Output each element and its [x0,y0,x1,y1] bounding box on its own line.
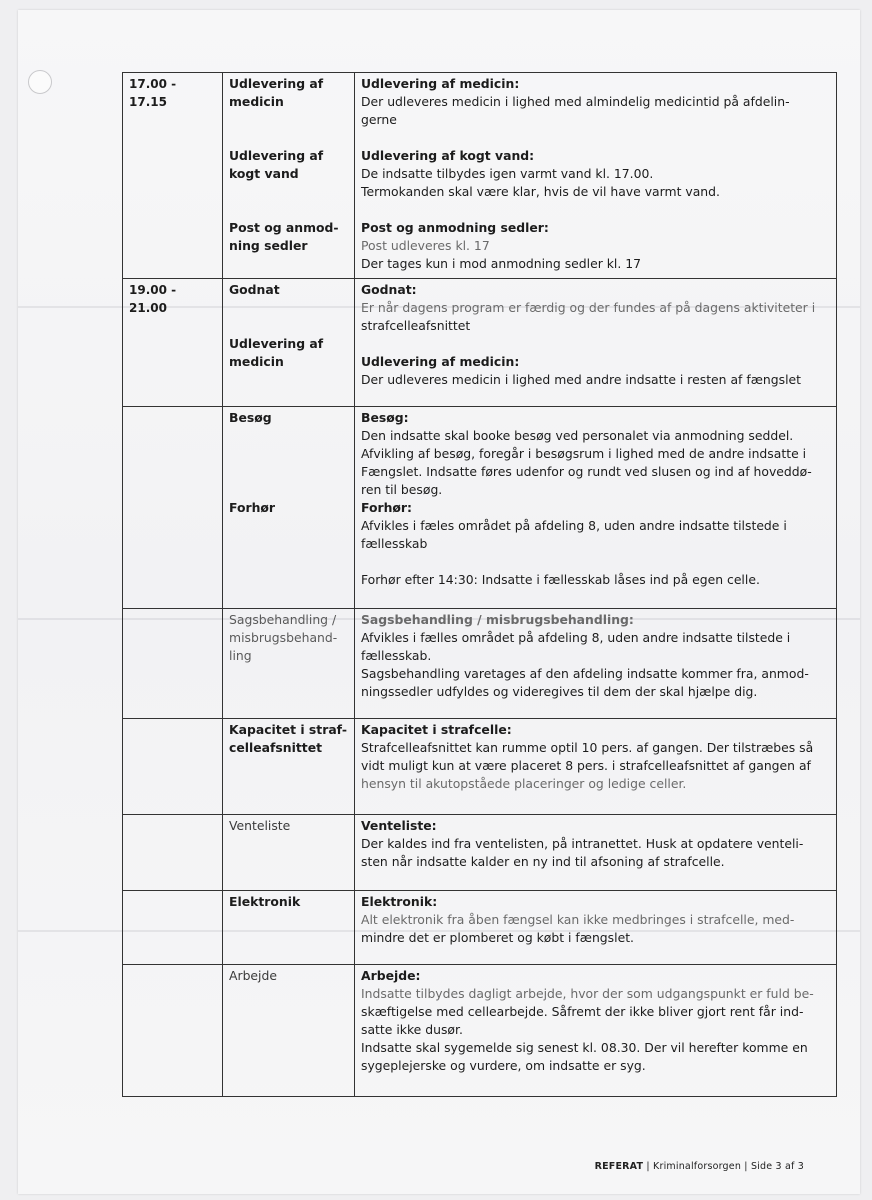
table-row [123,891,837,965]
description-line: fællesskab [361,536,428,551]
description-line: Post udleveres kl. 17 [361,238,490,253]
description-cell [355,279,837,407]
punch-hole [28,70,52,94]
time-cell [123,719,223,815]
section-title: Udlevering af medicin: [361,354,520,369]
topic-label: Kapacitet i straf-celleafsnittet [229,722,347,755]
time-label: 17.00 - 17.15 [129,77,177,109]
topic-cell [223,609,355,719]
page-footer [595,1161,804,1172]
description-cell [355,815,837,891]
section-title: Besøg: [361,410,409,425]
description-line: Forhør efter 14:30: Indsatte i fællesskab låses ind på egen celle. [361,572,760,587]
table-row [123,815,837,891]
description-line: Der tages kun i mod anmodning sedler kl. 17 [361,256,642,271]
description-line: fællesskab. [361,648,432,663]
description-cell [355,965,837,1097]
description-line: vidt muligt kun at være placeret 8 pers. i strafcelleafsnittet af gangen af [361,758,811,773]
table-row [123,73,837,279]
topic-cell [223,73,355,279]
time-label: 19.00 - 21.00 [129,283,177,315]
description-cell [355,609,837,719]
description-cell [355,407,837,609]
topic-label: Post og anmod-ning sedler [229,220,339,253]
schedule-table [122,72,837,1097]
footer-page-number: Side 3 af 3 [750,1161,804,1172]
time-cell [123,609,223,719]
section-title: Godnat: [361,282,417,297]
description-line: sygeplejerske og vurdere, om indsatte er syg. [361,1058,646,1073]
topic-label: Udlevering af medicin [229,76,324,109]
description-cell [355,719,837,815]
description-line: strafcelleafsnittet [361,318,471,333]
section-title: Udlevering af medicin: [361,76,520,91]
topic-label: Udlevering af medicin [229,336,324,369]
description-line: Fængslet. Indsatte føres udenfor og rundt ved slusen og ind af hoveddø- [361,464,812,479]
description-line: ren til besøg. [361,482,443,497]
description-line: gerne [361,112,397,127]
description-line: sten når indsatte kalder en ny ind til afsoning af strafcelle. [361,854,725,869]
description-line: Der kaldes ind fra ventelisten, på intranettet. Husk at opdatere venteli- [361,836,804,851]
section-title: Venteliste: [361,818,437,833]
topic-label: Forhør [229,500,276,515]
table-row [123,279,837,407]
topic-label: Arbejde [229,968,277,983]
description-line: Sagsbehandling varetages af den afdeling indsatte kommer fra, anmod- [361,666,809,681]
time-cell [123,73,223,279]
table-row [123,407,837,609]
topic-cell [223,815,355,891]
description-line: Afvikles i fælles området på afdeling 8, uden andre indsatte tilstede i [361,630,791,645]
footer-separator: | [646,1161,650,1172]
footer-doc-type: REFERAT [594,1161,644,1172]
topic-label: Udlevering af kogt vand [229,148,324,181]
description-line: ningssedler udfyldes og videregives til dem der skal hjælpe dig. [361,684,758,699]
section-title: Arbejde: [361,968,421,983]
description-line: Afvikles i fæles området på afdeling 8, uden andre indsatte tilstede i [361,518,787,533]
section-title: Udlevering af kogt vand: [361,148,535,163]
topic-cell [223,891,355,965]
description-line: Strafcelleafsnittet kan rumme optil 10 pers. af gangen. Der tilstræbes så [361,740,814,755]
time-cell [123,279,223,407]
description-cell [355,891,837,965]
footer-org: Kriminalforsorgen [653,1161,742,1172]
topic-cell [223,407,355,609]
table-row [123,609,837,719]
description-line: satte ikke dusør. [361,1022,463,1037]
section-title: Sagsbehandling / misbrugsbehandling: [361,612,634,627]
topic-label: Elektronik [229,894,301,909]
description-cell [355,73,837,279]
description-line: Afvikling af besøg, foregår i besøgsrum i lighed med de andre indsatte i [361,446,807,461]
section-title: Forhør: [361,500,412,515]
description-line: Der udleveres medicin i lighed med almindelig medicintid på afdelin- [361,94,790,109]
description-line: Er når dagens program er færdig og der fundes af på dagens aktiviteter i [361,300,816,315]
description-line: Der udleveres medicin i lighed med andre indsatte i resten af fængslet [361,372,801,387]
topic-cell [223,279,355,407]
table-row [123,719,837,815]
section-title: Elektronik: [361,894,438,909]
time-cell [123,965,223,1097]
description-line: Indsatte skal sygemelde sig senest kl. 08.30. Der vil herefter komme en [361,1040,808,1055]
topic-label: Venteliste [229,818,291,833]
topic-cell [223,719,355,815]
time-cell [123,891,223,965]
description-line: Termokanden skal være klar, hvis de vil have varmt vand. [361,184,720,199]
description-line: Indsatte tilbydes dagligt arbejde, hvor der som udgangspunkt er fuld be- [361,986,814,1001]
topic-cell [223,965,355,1097]
time-cell [123,407,223,609]
topic-label: Besøg [229,410,272,425]
description-line: De indsatte tilbydes igen varmt vand kl. 17.00. [361,166,654,181]
description-line: mindre det er plomberet og købt i fængslet. [361,930,634,945]
description-line: skæftigelse med cellearbejde. Såfremt der ikke bliver gjort rent får ind- [361,1004,804,1019]
section-title: Post og anmodning sedler: [361,220,549,235]
topic-label: Godnat [229,282,280,297]
description-line: hensyn til akutopståede placeringer og ledige celler. [361,776,687,791]
description-line: Alt elektronik fra åben fængsel kan ikke medbringes i strafcelle, med- [361,912,795,927]
section-title: Kapacitet i strafcelle: [361,722,512,737]
time-cell [123,815,223,891]
table-row [123,965,837,1097]
footer-separator: | [744,1161,748,1172]
topic-label: Sagsbehandling / misbrugsbehand-ling [229,612,338,663]
description-line: Den indsatte skal booke besøg ved personalet via anmodning seddel. [361,428,794,443]
